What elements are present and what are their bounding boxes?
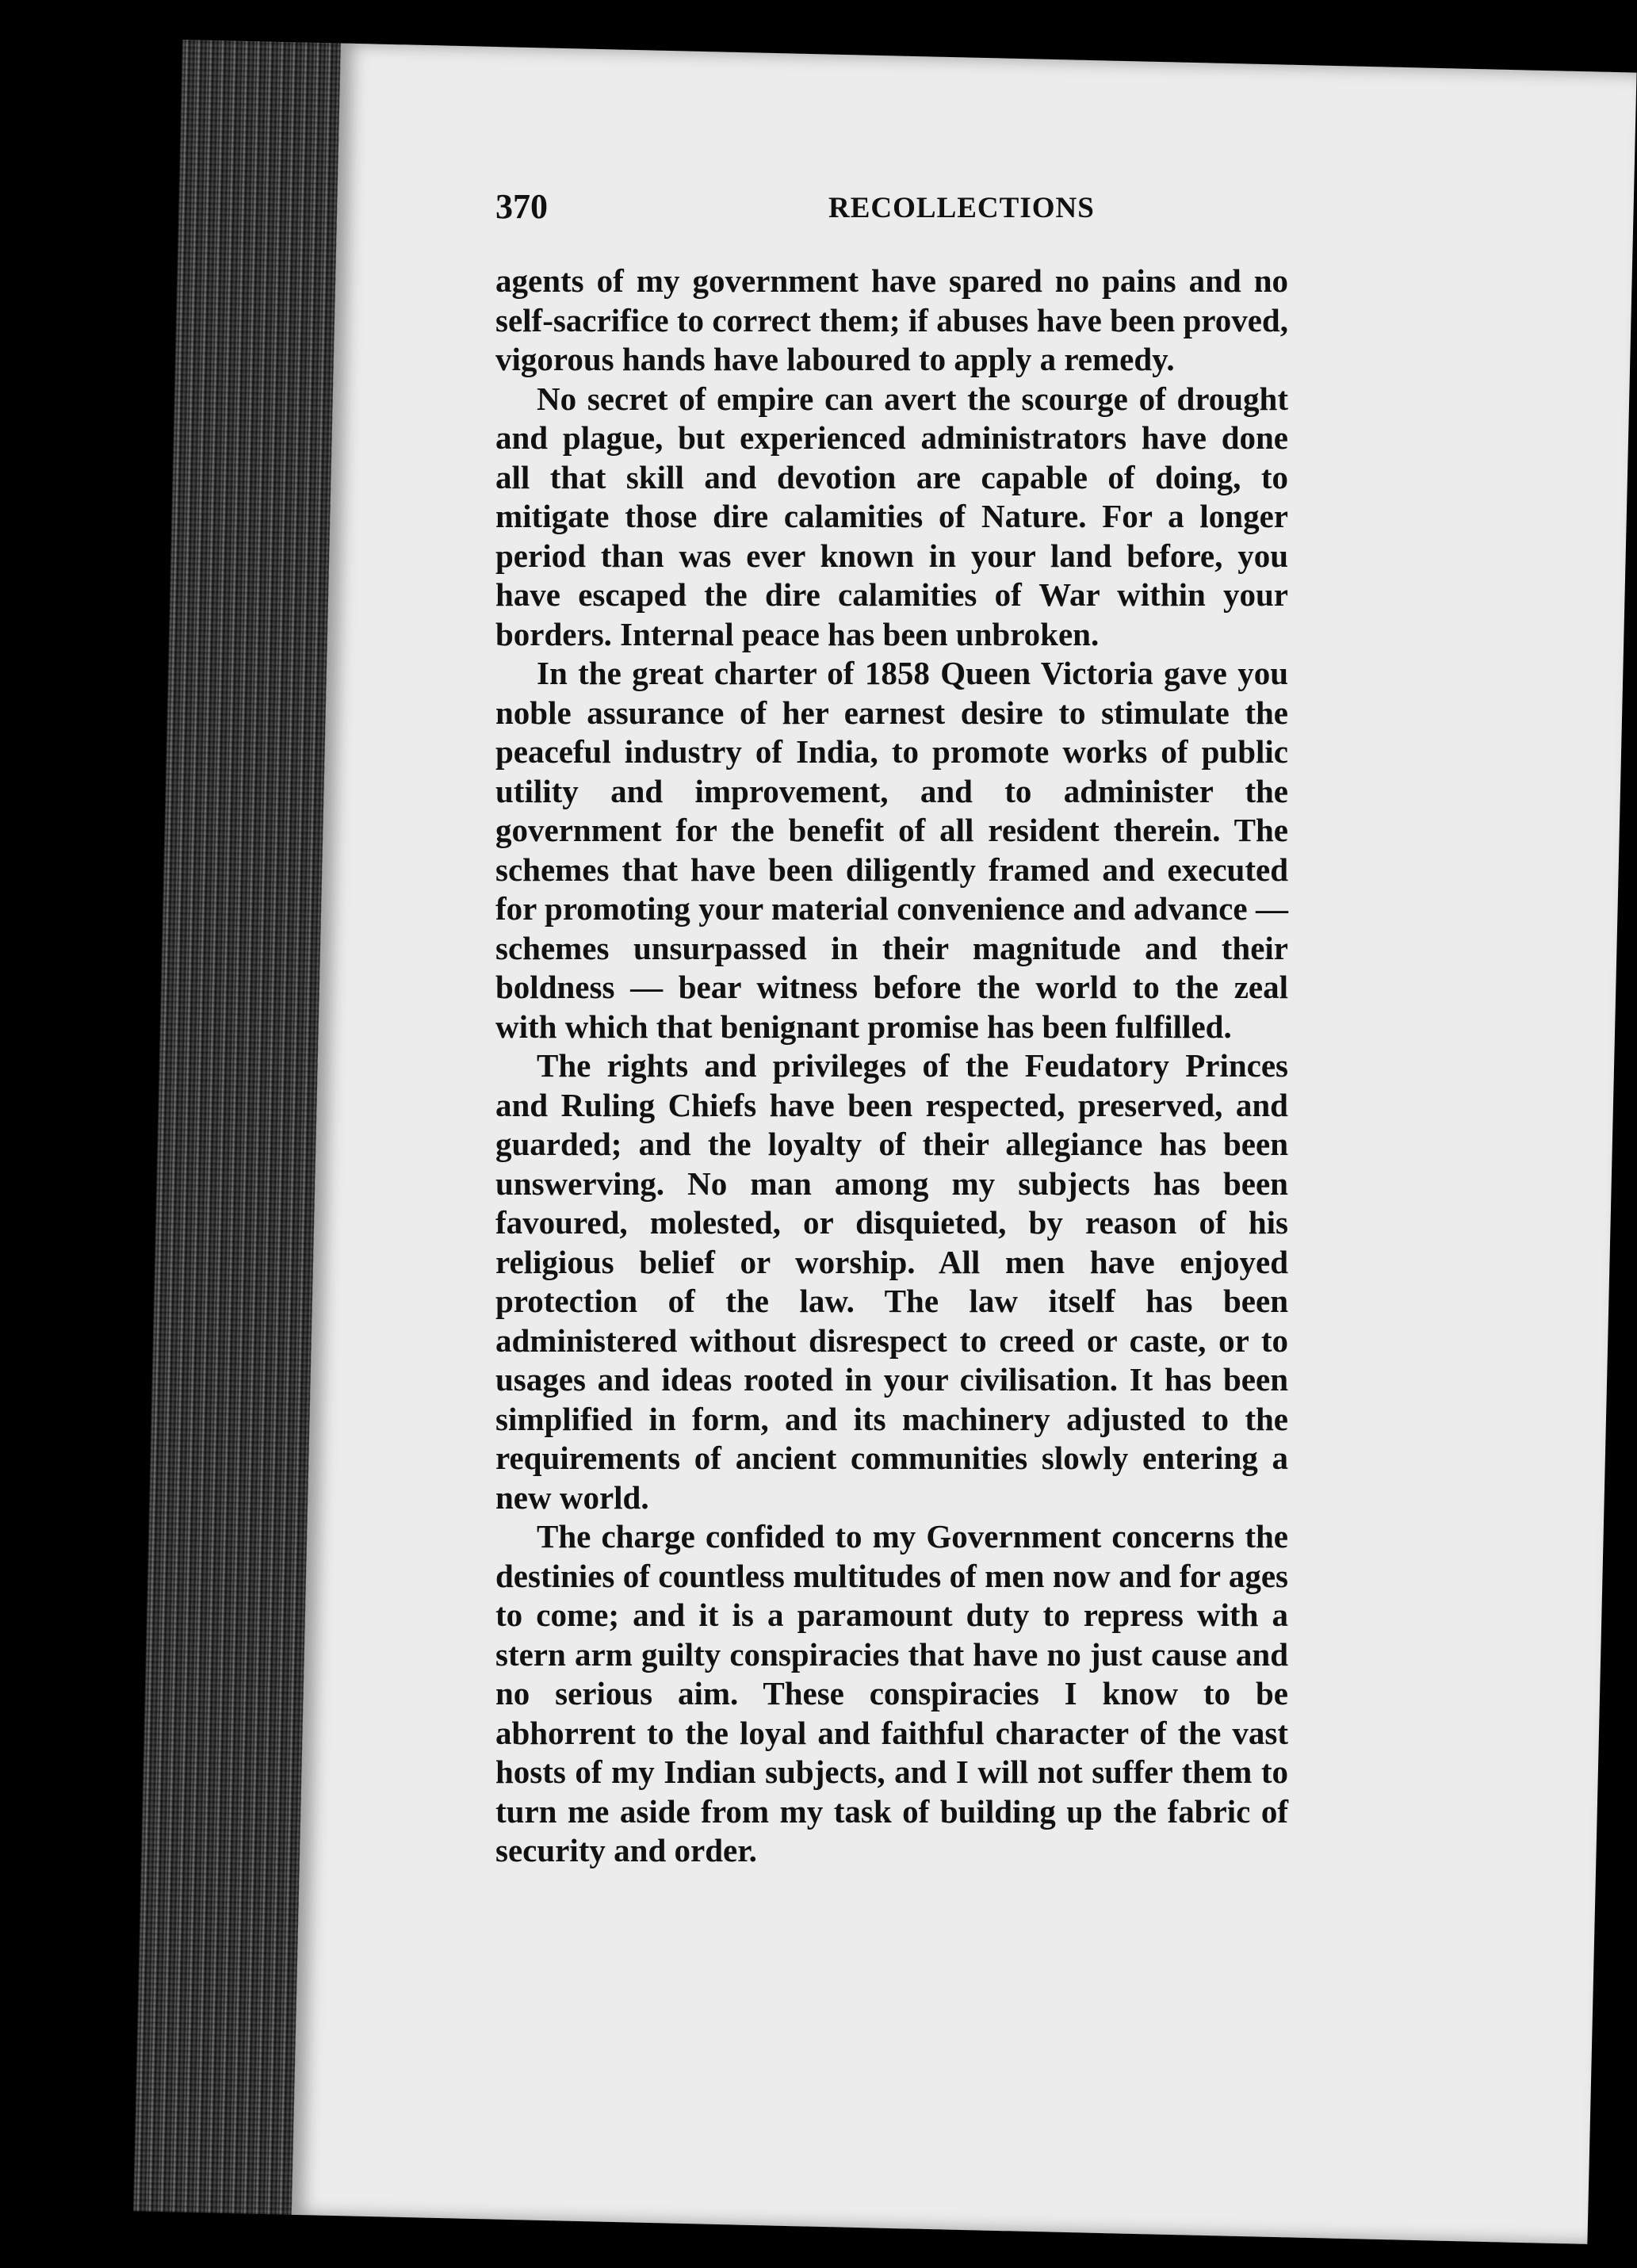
running-head: RECOLLECTIONS: [828, 192, 1095, 224]
paragraph-3: In the great charter of 1858 Queen Victoria gave you noble assurance of her earnest desire to stimulate the peaceful industry of India, to promote works of public utility and improvement, and to administer the government for the benefit of all resident therein. The schemes that have been diligently framed and executed for promoting your material convenience and advance — schemes unsurpassed in their magnitude and their boldness — bear witness before the world to the zeal with which that benignant promise has been fulfilled.: [495, 655, 1288, 1045]
paragraph-1: agents of my government have spared no pains and no self-sacrifice to correct them; if abuses have been proved, vigorous hands have laboured to apply a remedy.: [495, 262, 1288, 377]
body-text: [495, 262, 1288, 1871]
paragraph-2: No secret of empire can avert the scourge of drought and plague, but experienced administrators have done all that skill and devotion are capable of doing, to mitigate those dire calamities of Nature. For a longer period than was ever known in your land before, you have escaped the dire calamities of War within your borders. Internal peace has been unbroken.: [495, 380, 1288, 652]
page-number: 370: [495, 187, 548, 226]
paragraph-4: The rights and privileges of the Feudatory Princes and Ruling Chiefs have been respected, preserved, and guarded; and the loyalty of their allegiance has been unswerving. No man among my subjects has been favoured, molested, or disquieted, by reason of his religious belief or worship. All men have enjoyed protection of the law. The law itself has been administered without disrespect to creed or caste, or to usages and ideas rooted in your civilisation. It has been simplified in form, and its machinery adjusted to the requirements of ancient communities slowly entering a new world.: [495, 1047, 1288, 1516]
page-header: [495, 186, 1296, 234]
paragraph-5: The charge confided to my Government concerns the destinies of countless multitudes of men now and for ages to come; and it is a paramount duty to repress with a stern arm guilty conspiracies that have no just cause and no serious aim. These conspiracies I know to be abhorrent to the loyal and faithful character of the vast hosts of my Indian subjects, and I will not suffer them to turn me aside from my task of building up the fabric of security and order.: [495, 1518, 1288, 1868]
